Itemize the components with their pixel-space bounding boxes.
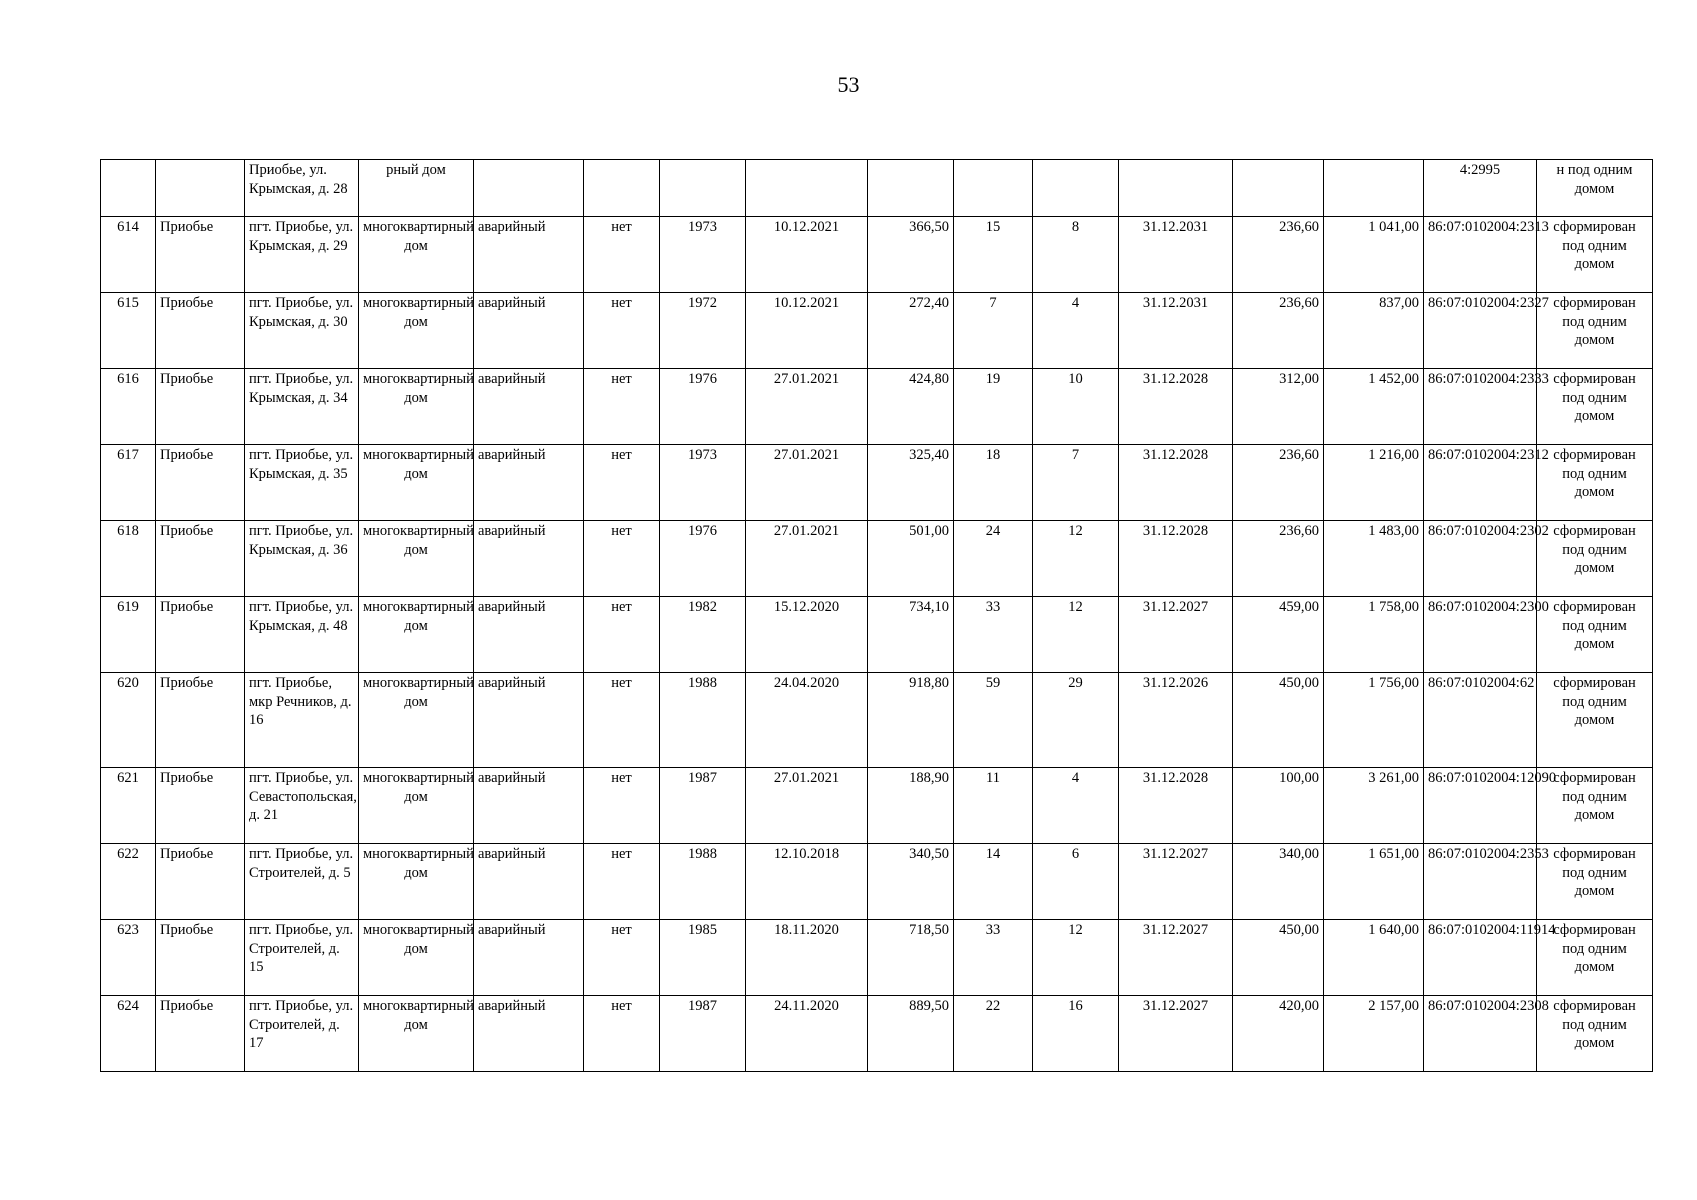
cell-cadastral: 86:07:0102004:2308 — [1424, 996, 1537, 1072]
table-row — [101, 521, 1653, 597]
cell-year: 1987 — [660, 768, 746, 844]
cell-decision-date: 10.12.2021 — [746, 217, 868, 293]
cell-decision-date: 18.11.2020 — [746, 920, 868, 996]
cell-no: 623 — [101, 920, 156, 996]
cell-settlement: Приобье — [156, 597, 245, 673]
cell-units: 29 — [1033, 673, 1119, 768]
cell-condition: аварийный — [474, 597, 584, 673]
cell-units: 8 — [1033, 217, 1119, 293]
cell-building-type: многоквартирный дом — [359, 920, 474, 996]
cell-deadline: 31.12.2027 — [1119, 996, 1233, 1072]
table-body — [101, 160, 1653, 1072]
cell-condition: аварийный — [474, 217, 584, 293]
cell-deadline: 31.12.2031 — [1119, 217, 1233, 293]
cell-address: Приобье, ул. Крымская, д. 28 — [245, 160, 359, 217]
cell-residents: 14 — [954, 844, 1033, 920]
cell-share: 236,60 — [1233, 521, 1324, 597]
cell-residents: 15 — [954, 217, 1033, 293]
cell-address: пгт. Приобье, ул. Крымская, д. 30 — [245, 293, 359, 369]
cell-settlement: Приобье — [156, 369, 245, 445]
cell-cadastral: 86:07:0102004:62 — [1424, 673, 1537, 768]
cell-land-status: сформирован под одним домом — [1537, 673, 1653, 768]
table-row — [101, 844, 1653, 920]
cell-year: 1982 — [660, 597, 746, 673]
cell-area: 734,10 — [868, 597, 954, 673]
cell-no: 621 — [101, 768, 156, 844]
table-row-continuation — [101, 160, 1653, 217]
cell-area: 501,00 — [868, 521, 954, 597]
cell-cadastral: 86:07:0102004:12090 — [1424, 768, 1537, 844]
cell-land-status: сформирован под одним домом — [1537, 521, 1653, 597]
cell-share: 236,60 — [1233, 293, 1324, 369]
cell-condition: аварийный — [474, 293, 584, 369]
cell-cadastral: 86:07:0102004:2300 — [1424, 597, 1537, 673]
cell-address: пгт. Приобье, ул. Строителей, д. 15 — [245, 920, 359, 996]
cell-share: 312,00 — [1233, 369, 1324, 445]
cell-condition — [474, 160, 584, 217]
cell-units: 12 — [1033, 597, 1119, 673]
cell-land-area: 1 651,00 — [1324, 844, 1424, 920]
cell-building-type: многоквартирный дом — [359, 369, 474, 445]
cell-deadline: 31.12.2027 — [1119, 920, 1233, 996]
cell-year: 1985 — [660, 920, 746, 996]
cell-deadline: 31.12.2027 — [1119, 597, 1233, 673]
cell-decision-date: 27.01.2021 — [746, 369, 868, 445]
table-row — [101, 996, 1653, 1072]
cell-building-type: многоквартирный дом — [359, 293, 474, 369]
cell-land-status: сформирован под одним домом — [1537, 920, 1653, 996]
cell-cadastral: 86:07:0102004:2312 — [1424, 445, 1537, 521]
cell-units — [1033, 160, 1119, 217]
cell-area: 272,40 — [868, 293, 954, 369]
cell-share: 340,00 — [1233, 844, 1324, 920]
cell-condition: аварийный — [474, 369, 584, 445]
cell-land-status: сформирован под одним домом — [1537, 293, 1653, 369]
page-number: 53 — [837, 72, 860, 97]
cell-cadastral: 86:07:0102004:2333 — [1424, 369, 1537, 445]
cell-residents: 59 — [954, 673, 1033, 768]
cell-deadline: 31.12.2028 — [1119, 369, 1233, 445]
cell-land-area: 1 758,00 — [1324, 597, 1424, 673]
cell-land-area: 837,00 — [1324, 293, 1424, 369]
cell-share: 450,00 — [1233, 673, 1324, 768]
cell-land-area: 1 041,00 — [1324, 217, 1424, 293]
cell-land-area: 1 216,00 — [1324, 445, 1424, 521]
cell-building-type: многоквартирный дом — [359, 597, 474, 673]
cell-settlement: Приобье — [156, 445, 245, 521]
cell-year: 1988 — [660, 673, 746, 768]
cell-year: 1972 — [660, 293, 746, 369]
cell-decision-date: 24.11.2020 — [746, 996, 868, 1072]
cell-address: пгт. Приобье, ул. Крымская, д. 29 — [245, 217, 359, 293]
cell-flag: нет — [584, 293, 660, 369]
cell-decision-date: 24.04.2020 — [746, 673, 868, 768]
cell-decision-date: 27.01.2021 — [746, 445, 868, 521]
cell-land-area: 1 452,00 — [1324, 369, 1424, 445]
cell-area: 889,50 — [868, 996, 954, 1072]
cell-area: 325,40 — [868, 445, 954, 521]
cell-condition: аварийный — [474, 673, 584, 768]
cell-decision-date: 27.01.2021 — [746, 521, 868, 597]
table-row — [101, 673, 1653, 768]
housing-registry-table — [100, 159, 1653, 1072]
cell-flag: нет — [584, 920, 660, 996]
cell-cadastral: 86:07:0102004:2353 — [1424, 844, 1537, 920]
cell-land-area: 3 261,00 — [1324, 768, 1424, 844]
cell-flag: нет — [584, 521, 660, 597]
cell-share: 236,60 — [1233, 445, 1324, 521]
cell-no: 614 — [101, 217, 156, 293]
cell-building-type: многоквартирный дом — [359, 217, 474, 293]
cell-flag: нет — [584, 768, 660, 844]
cell-settlement: Приобье — [156, 768, 245, 844]
cell-year: 1973 — [660, 217, 746, 293]
cell-building-type: рный дом — [359, 160, 474, 217]
cell-condition: аварийный — [474, 920, 584, 996]
cell-units: 7 — [1033, 445, 1119, 521]
cell-no: 619 — [101, 597, 156, 673]
cell-condition: аварийный — [474, 521, 584, 597]
cell-area — [868, 160, 954, 217]
cell-land-area: 1 640,00 — [1324, 920, 1424, 996]
cell-land-status: сформирован под одним домом — [1537, 597, 1653, 673]
cell-address: пгт. Приобье, ул. Крымская, д. 48 — [245, 597, 359, 673]
cell-building-type: многоквартирный дом — [359, 445, 474, 521]
cell-settlement — [156, 160, 245, 217]
cell-cadastral: 4:2995 — [1424, 160, 1537, 217]
cell-address: пгт. Приобье, мкр Речников, д. 16 — [245, 673, 359, 768]
table-row — [101, 217, 1653, 293]
cell-condition: аварийный — [474, 768, 584, 844]
cell-decision-date: 15.12.2020 — [746, 597, 868, 673]
cell-deadline: 31.12.2028 — [1119, 521, 1233, 597]
cell-land-status: сформирован под одним домом — [1537, 844, 1653, 920]
cell-residents: 11 — [954, 768, 1033, 844]
cell-no: 618 — [101, 521, 156, 597]
cell-decision-date: 10.12.2021 — [746, 293, 868, 369]
table-row — [101, 920, 1653, 996]
cell-share: 236,60 — [1233, 217, 1324, 293]
cell-deadline: 31.12.2028 — [1119, 768, 1233, 844]
table-row — [101, 768, 1653, 844]
cell-building-type: многоквартирный дом — [359, 768, 474, 844]
cell-units: 4 — [1033, 768, 1119, 844]
cell-flag: нет — [584, 445, 660, 521]
cell-flag: нет — [584, 369, 660, 445]
cell-deadline: 31.12.2026 — [1119, 673, 1233, 768]
cell-units: 4 — [1033, 293, 1119, 369]
cell-area: 366,50 — [868, 217, 954, 293]
table-row — [101, 445, 1653, 521]
cell-share: 459,00 — [1233, 597, 1324, 673]
cell-deadline: 31.12.2031 — [1119, 293, 1233, 369]
cell-residents: 33 — [954, 597, 1033, 673]
cell-share — [1233, 160, 1324, 217]
cell-area: 340,50 — [868, 844, 954, 920]
cell-cadastral: 86:07:0102004:2302 — [1424, 521, 1537, 597]
cell-flag: нет — [584, 597, 660, 673]
cell-units: 12 — [1033, 920, 1119, 996]
cell-units: 16 — [1033, 996, 1119, 1072]
cell-deadline — [1119, 160, 1233, 217]
cell-settlement: Приобье — [156, 293, 245, 369]
cell-building-type: многоквартирный дом — [359, 996, 474, 1072]
cell-year: 1976 — [660, 369, 746, 445]
cell-no: 617 — [101, 445, 156, 521]
cell-decision-date — [746, 160, 868, 217]
cell-flag: нет — [584, 217, 660, 293]
cell-area: 718,50 — [868, 920, 954, 996]
cell-no — [101, 160, 156, 217]
cell-building-type: многоквартирный дом — [359, 844, 474, 920]
cell-address: пгт. Приобье, ул. Крымская, д. 36 — [245, 521, 359, 597]
cell-area: 188,90 — [868, 768, 954, 844]
cell-land-area: 1 756,00 — [1324, 673, 1424, 768]
cell-address: пгт. Приобье, ул. Крымская, д. 35 — [245, 445, 359, 521]
cell-land-status: сформирован под одним домом — [1537, 445, 1653, 521]
cell-settlement: Приобье — [156, 673, 245, 768]
cell-no: 622 — [101, 844, 156, 920]
cell-no: 620 — [101, 673, 156, 768]
cell-area: 918,80 — [868, 673, 954, 768]
cell-address: пгт. Приобье, ул. Строителей, д. 17 — [245, 996, 359, 1072]
cell-residents — [954, 160, 1033, 217]
cell-address: пгт. Приобье, ул. Севастопольская, д. 21 — [245, 768, 359, 844]
cell-area: 424,80 — [868, 369, 954, 445]
cell-year: 1988 — [660, 844, 746, 920]
cell-share: 420,00 — [1233, 996, 1324, 1072]
cell-units: 10 — [1033, 369, 1119, 445]
cell-year: 1976 — [660, 521, 746, 597]
cell-land-status: сформирован под одним домом — [1537, 369, 1653, 445]
table-row — [101, 293, 1653, 369]
cell-share: 450,00 — [1233, 920, 1324, 996]
cell-no: 616 — [101, 369, 156, 445]
cell-building-type: многоквартирный дом — [359, 673, 474, 768]
cell-settlement: Приобье — [156, 521, 245, 597]
cell-units: 12 — [1033, 521, 1119, 597]
cell-condition: аварийный — [474, 844, 584, 920]
cell-land-status: сформирован под одним домом — [1537, 996, 1653, 1072]
cell-building-type: многоквартирный дом — [359, 521, 474, 597]
cell-units: 6 — [1033, 844, 1119, 920]
cell-flag: нет — [584, 844, 660, 920]
cell-no: 624 — [101, 996, 156, 1072]
cell-settlement: Приобье — [156, 996, 245, 1072]
cell-cadastral: 86:07:0102004:11914 — [1424, 920, 1537, 996]
cell-decision-date: 27.01.2021 — [746, 768, 868, 844]
cell-flag: нет — [584, 996, 660, 1072]
cell-residents: 7 — [954, 293, 1033, 369]
cell-settlement: Приобье — [156, 920, 245, 996]
cell-decision-date: 12.10.2018 — [746, 844, 868, 920]
table-row — [101, 369, 1653, 445]
cell-land-area — [1324, 160, 1424, 217]
cell-land-area: 2 157,00 — [1324, 996, 1424, 1072]
cell-cadastral: 86:07:0102004:2327 — [1424, 293, 1537, 369]
cell-settlement: Приобье — [156, 844, 245, 920]
cell-condition: аварийный — [474, 996, 584, 1072]
cell-address: пгт. Приобье, ул. Крымская, д. 34 — [245, 369, 359, 445]
cell-residents: 18 — [954, 445, 1033, 521]
cell-land-status: сформирован под одним домом — [1537, 768, 1653, 844]
cell-residents: 22 — [954, 996, 1033, 1072]
cell-deadline: 31.12.2028 — [1119, 445, 1233, 521]
cell-residents: 33 — [954, 920, 1033, 996]
cell-year: 1973 — [660, 445, 746, 521]
cell-year: 1987 — [660, 996, 746, 1072]
cell-share: 100,00 — [1233, 768, 1324, 844]
cell-condition: аварийный — [474, 445, 584, 521]
cell-deadline: 31.12.2027 — [1119, 844, 1233, 920]
cell-land-area: 1 483,00 — [1324, 521, 1424, 597]
cell-flag — [584, 160, 660, 217]
cell-address: пгт. Приобье, ул. Строителей, д. 5 — [245, 844, 359, 920]
cell-no: 615 — [101, 293, 156, 369]
cell-settlement: Приобье — [156, 217, 245, 293]
cell-land-status: сформирован под одним домом — [1537, 217, 1653, 293]
cell-year — [660, 160, 746, 217]
cell-flag: нет — [584, 673, 660, 768]
table-row — [101, 597, 1653, 673]
cell-land-status: н под одним домом — [1537, 160, 1653, 217]
cell-residents: 19 — [954, 369, 1033, 445]
cell-cadastral: 86:07:0102004:2313 — [1424, 217, 1537, 293]
cell-residents: 24 — [954, 521, 1033, 597]
